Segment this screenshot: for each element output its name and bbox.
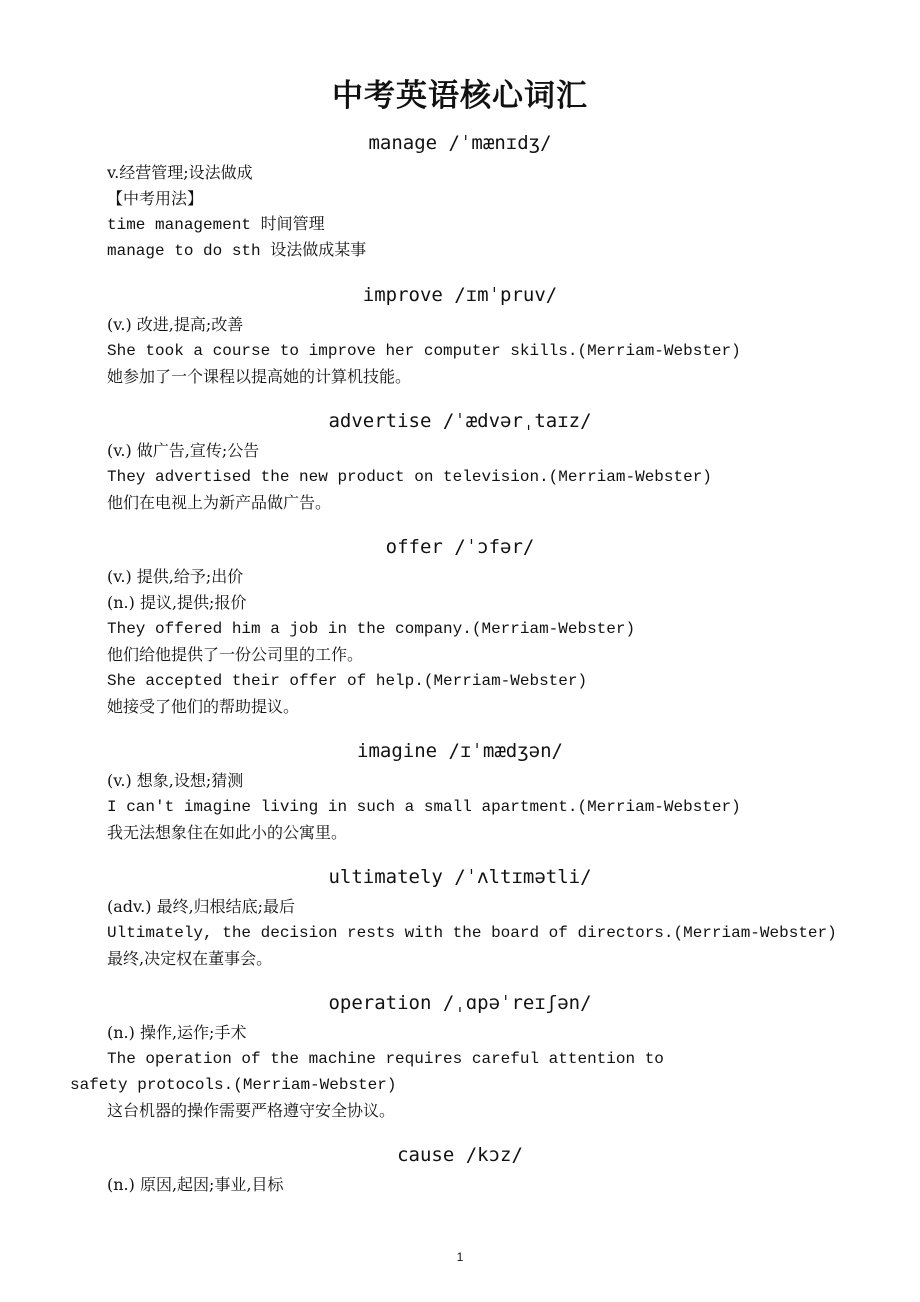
vocab-entry [0, 278, 920, 404]
entry-spacer [0, 972, 920, 986]
example-sentence: She accepted their offer of help.(Merriam-Webster) [107, 672, 588, 690]
headword: cause /kɔz/ [397, 1144, 523, 1166]
definition-line: 她接受了他们的帮助提议。 [107, 697, 300, 716]
vocab-entry [0, 404, 920, 530]
page-title: 中考英语核心词汇 [332, 78, 588, 114]
definition-line: 他们在电视上为新产品做广告。 [107, 493, 332, 512]
vocab-entry [0, 530, 920, 734]
headword: manage /ˈmænɪdʒ/ [368, 132, 552, 154]
entry-spacer [0, 516, 920, 530]
definition-line: 我无法想象住在如此小的公寓里。 [107, 823, 348, 842]
entry-spacer [0, 720, 920, 734]
definition-line: (v.) 提供,给予;出价 [107, 567, 244, 586]
definition-line: (v.) 改进,提高;改善 [107, 315, 244, 334]
vocab-entry [0, 126, 920, 278]
headword: advertise /ˈædvərˌtaɪz/ [328, 410, 592, 432]
headword: imagine /ɪˈmædʒən/ [357, 740, 563, 762]
definition-line: (n.) 操作,运作;手术 [107, 1023, 247, 1042]
example-sentence: They offered him a job in the company.(Merriam-Webster) [107, 620, 636, 638]
definition-line: 最终,决定权在董事会。 [107, 949, 273, 968]
definition-line: 他们给他提供了一份公司里的工作。 [107, 645, 364, 664]
example-sentence: They advertised the new product on television.(Merriam-Webster) [107, 468, 712, 486]
headword: improve /ɪmˈpruv/ [362, 284, 558, 306]
entry-spacer [0, 390, 920, 404]
definition-line: v.经营管理;设法做成 [107, 163, 253, 182]
example-sentence: She took a course to improve her computer skills.(Merriam-Webster) [107, 342, 741, 360]
headword: ultimately /ˈʌltɪmətli/ [328, 866, 592, 888]
page-number: 1 [456, 1250, 464, 1264]
headword: operation /ˌɑpəˈreɪʃən/ [328, 992, 592, 1014]
definition-line: 【中考用法】 [107, 189, 204, 208]
vocab-entry [0, 860, 920, 986]
example-sentence: The operation of the machine requires careful attention to safety protocols.(Merriam-Webster) [70, 1050, 664, 1094]
example-sentence: Ultimately, the decision rests with the board of directors.(Merriam-Webster) [107, 924, 837, 942]
definition-line: (v.) 做广告,宣传;公告 [107, 441, 260, 460]
vocab-entry [0, 734, 920, 860]
definition-line: 她参加了一个课程以提高她的计算机技能。 [107, 367, 412, 386]
definition-line: 这台机器的操作需要严格遵守安全协议。 [107, 1101, 396, 1120]
definition-line: (adv.) 最终,归根结底;最后 [107, 897, 296, 916]
vocab-entry [0, 1138, 920, 1212]
example-sentence: time management 时间管理 [107, 216, 325, 234]
entry-spacer [0, 1198, 920, 1212]
definition-line: (n.) 原因,起因;事业,目标 [107, 1175, 284, 1194]
vocabulary-list [0, 126, 920, 1212]
vocab-entry [0, 986, 920, 1138]
example-sentence: I can't imagine living in such a small apartment.(Merriam-Webster) [107, 798, 741, 816]
example-sentence: manage to do sth 设法做成某事 [107, 242, 367, 260]
definition-line: (n.) 提议,提供;报价 [107, 593, 247, 612]
headword: offer /ˈɔfər/ [385, 536, 535, 558]
definition-line: (v.) 想象,设想;猜测 [107, 771, 244, 790]
entry-spacer [0, 846, 920, 860]
entry-spacer [0, 1124, 920, 1138]
entry-spacer [0, 264, 920, 278]
